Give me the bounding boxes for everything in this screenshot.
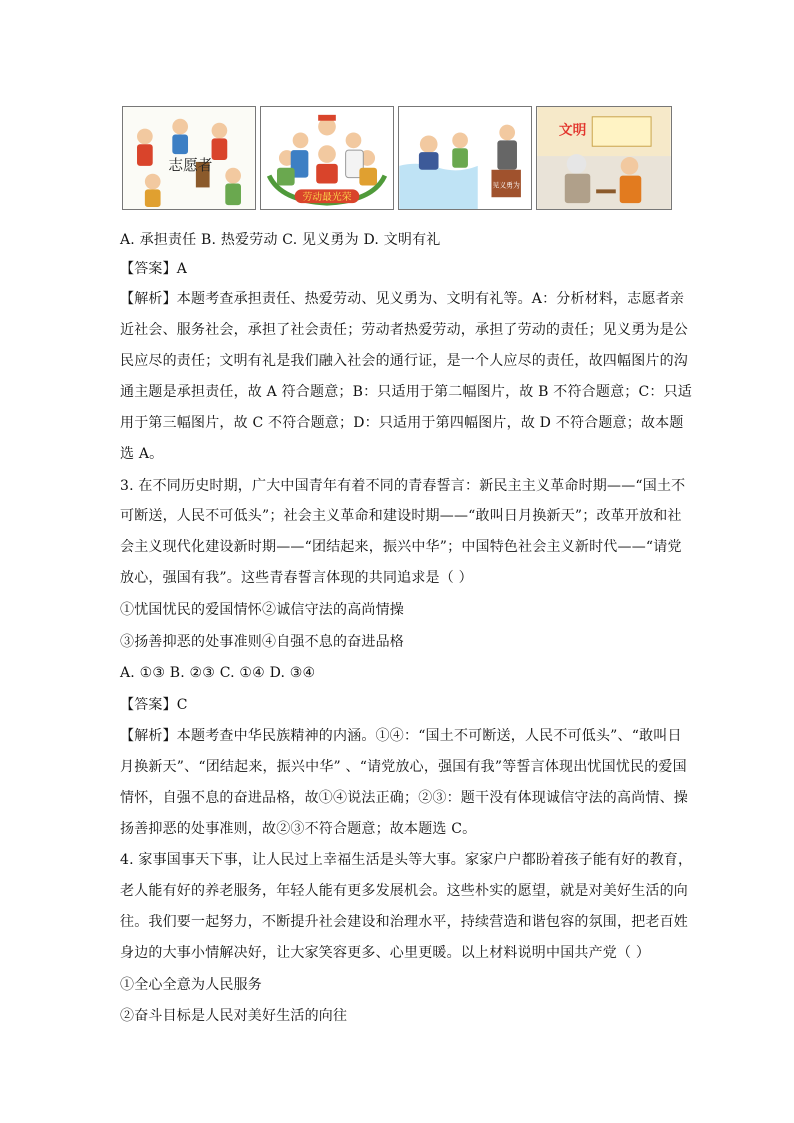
volunteer-illustration [122, 106, 256, 210]
answer-q2: 【答案】A [120, 261, 188, 277]
panel3-sign: 见义勇为 [492, 181, 520, 190]
choice-items-2: ③扬善抑恶的处事准则④自强不息的奋进品格 [120, 634, 404, 650]
options-q2: A. 承担责任 B. 热爱劳动 C. 见义勇为 D. 文明有礼 [120, 232, 441, 248]
labor-scene [261, 107, 393, 209]
choice-item-q4-2: ②奋斗目标是人民对美好生活的向往 [120, 1008, 348, 1024]
options-q3: A. ①③ B. ②③ C. ①④ D. ③④ [120, 665, 316, 681]
analysis-q3-line2: 月换新天”、“团结起来，振兴中华” 、“请党放心，强国有我”等誓言体现出忧国忧民的爱国 [120, 759, 687, 775]
analysis-q3-line4: 扬善抑恶的处事准则，故②③不符合题意；故本题选 C。 [120, 821, 477, 837]
analysis-q3-line3: 情怀，自强不息的奋进品格，故①④说法正确；②③：题干没有体现诚信守法的高尚情、操 [120, 790, 688, 806]
analysis-q2-line4: 通主题是承担责任，故 A 符合题意；B：只适用于第二幅图片，故 B 不符合题意；C：只适 [120, 384, 692, 400]
panel1-caption: 志愿者 [168, 156, 213, 174]
analysis-q3-line1: 【解析】本题考查中华民族精神的内涵。①④：“国土不可断送，人民不可低头”、“敢叫日 [120, 728, 682, 744]
question-4-line1: 4. 家事国事天下事，让人民过上幸福生活是头等大事。家家户户都盼着孩子能有好的教育， [120, 852, 693, 868]
choice-item-q4-1: ①全心全意为人民服务 [120, 977, 262, 993]
panel2-banner: 劳动最光荣 [302, 192, 352, 204]
question-4-line2: 老人能有好的养老服务，年轻人能有更多发展机会。这些朴实的愿望，就是对美好生活的向 [120, 883, 688, 899]
analysis-q2-line1: 【解析】本题考查承担责任、热爱劳动、见义勇为、文明有礼等。A：分析材料，志愿者亲 [120, 291, 685, 307]
bravery-illustration [398, 106, 532, 210]
analysis-q2-line6: 选 A。 [120, 446, 164, 462]
labor-illustration [260, 106, 394, 210]
analysis-q2-line2: 近社会、服务社会，承担了社会责任；劳动者热爱劳动，承担了劳动的责任；见义勇为是公 [120, 322, 688, 338]
choice-items-1: ①忧国忧民的爱国情怀②诚信守法的高尚情操 [120, 602, 404, 618]
panel4-sign: 文明 [558, 122, 587, 139]
question-4-line4: 身边的大事小情解决好，让大家笑容更多、心里更暖。以上材料说明中国共产党（ ） [120, 945, 651, 961]
question-3-line1: 3. 在不同历史时期，广大中国青年有着不同的青春誓言：新民主主义革命时期——“国土不 [120, 478, 686, 494]
illustration-strip [122, 106, 672, 210]
volunteer-scene [123, 107, 255, 209]
question-3-line2: 可断送，人民不可低头”；社会主义革命和建设时期——“敢叫日月换新天”；改革开放和社 [120, 508, 682, 524]
question-3-line3: 会主义现代化建设新时期——“团结起来，振兴中华”；中国特色社会主义新时代——“请党 [120, 539, 682, 555]
civility-scene [537, 107, 671, 209]
analysis-q2-line5: 用于第三幅图片，故 C 不符合题意；D：只适用于第四幅图片，故 D 不符合题意；故本题 [120, 415, 684, 431]
answer-q3: 【答案】C [120, 697, 188, 713]
question-3-line4: 放心，强国有我”。这些青春誓言体现的共同追求是（ ） [120, 570, 473, 586]
question-4-line3: 往。我们要一起努力，不断提升社会建设和治理水平，持续营造和谐包容的氛围，把老百姓 [120, 914, 688, 930]
civility-illustration [536, 106, 672, 210]
analysis-q2-line3: 民应尽的责任；文明有礼是我们融入社会的通行证，是一个人应尽的责任，故四幅图片的沟 [120, 353, 688, 369]
bravery-scene [399, 107, 531, 209]
